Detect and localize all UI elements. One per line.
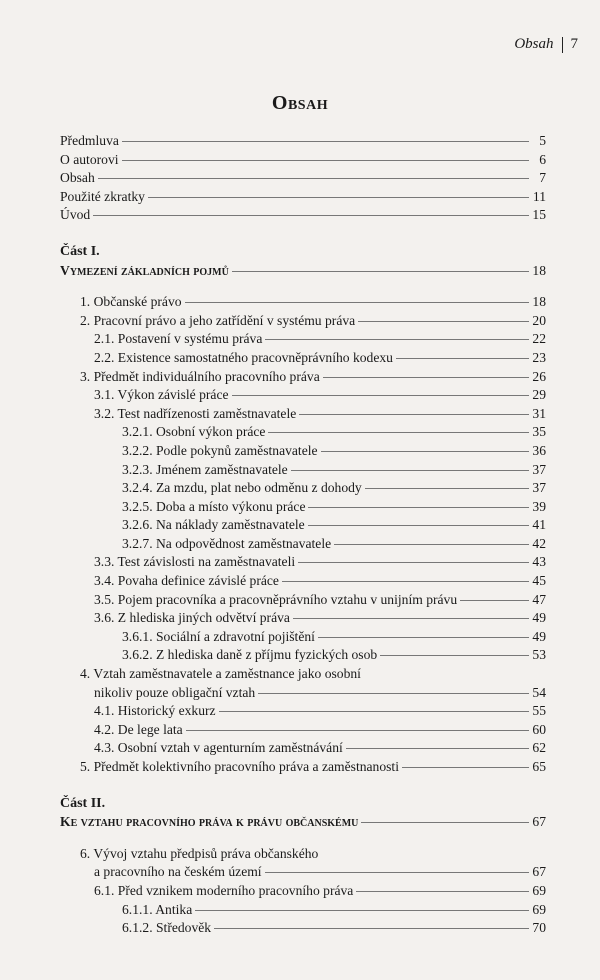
toc-section-label: Vymezení základních pojmů: [60, 262, 229, 278]
dot-leader: [122, 141, 529, 142]
toc-entry[interactable]: [60, 294, 546, 313]
toc-entry-page: 41: [532, 517, 546, 533]
dot-leader: [265, 872, 529, 873]
toc-entry[interactable]: [60, 554, 546, 573]
toc-entry-page: 36: [532, 442, 546, 458]
toc-entry-page: 6: [539, 151, 546, 167]
toc-entry-page: 53: [532, 647, 546, 663]
toc-entry[interactable]: [60, 480, 546, 499]
toc-entry-label: 3.2.5. Doba a místo výkonu práce: [122, 498, 306, 514]
toc-entry[interactable]: [60, 536, 546, 555]
toc-entry[interactable]: [60, 313, 546, 332]
toc-entry-label: 3.6. Z hlediska jiných odvětví práva: [94, 610, 290, 626]
toc-entry-page: 43: [532, 554, 546, 570]
toc-entry-page: 37: [532, 480, 546, 496]
toc-entry-label: Úvod: [60, 207, 91, 223]
toc-entry-label: 3.2.2. Podle pokynů zaměstnavatele: [122, 442, 318, 458]
dot-leader: [365, 488, 529, 489]
dot-leader: [298, 562, 529, 563]
toc-entry-page: 18: [532, 262, 546, 278]
running-head-divider: [562, 37, 563, 53]
toc-entry-label: O autorovi: [60, 151, 119, 167]
dot-leader: [195, 910, 529, 911]
toc-entry[interactable]: [60, 592, 546, 611]
dot-leader: [361, 822, 529, 823]
toc-entry-label: 3.2.6. Na náklady zaměstnavatele: [122, 517, 305, 533]
dot-leader: [265, 339, 529, 340]
toc-entry[interactable]: [60, 703, 546, 722]
toc-entry-page: 54: [532, 684, 546, 700]
toc-entry-page: 15: [532, 207, 546, 223]
toc-entry-label: 6.1.1. Antika: [122, 901, 193, 917]
toc-entry-page: 5: [539, 133, 546, 148]
toc-entry-label: 6.1.2. Středověk: [122, 920, 212, 936]
toc-entry-label: 3.2.1. Osobní výkon práce: [122, 424, 266, 440]
toc-entry-page: 45: [532, 573, 546, 589]
toc-entry-label: 3.2.3. Jménem zaměstnavatele: [122, 461, 288, 477]
dot-leader: [356, 891, 529, 892]
dot-leader: [186, 730, 529, 731]
toc-entry-page: 20: [532, 312, 546, 328]
toc-entry-obsah[interactable]: [60, 170, 546, 189]
toc-entry[interactable]: [60, 647, 546, 666]
toc-entry-label: 2.2. Existence samostatného pracovněprávního kodexu: [94, 349, 393, 365]
dot-leader: [334, 544, 529, 545]
toc-entry[interactable]: [60, 406, 546, 425]
dot-leader: [185, 302, 529, 303]
dot-leader: [346, 748, 529, 749]
toc-entry-page: 37: [532, 461, 546, 477]
toc-entry-label: 3.2. Test nadřízenosti zaměstnavatele: [94, 405, 297, 421]
toc-entry-pouzite-zkratky[interactable]: [60, 189, 546, 208]
running-head-label: Obsah: [514, 36, 554, 52]
dot-leader: [308, 507, 529, 508]
dot-leader: [321, 451, 529, 452]
page-number: 7: [570, 36, 578, 52]
toc-entry-label: 3.2.7. Na odpovědnost zaměstnavatele: [122, 535, 332, 551]
toc-entry-label: 3.5. Pojem pracovníka a pracovněprávního vztahu v unijním právu: [94, 591, 458, 607]
dot-leader: [219, 711, 529, 712]
toc-entry-label: 4. Vztah zaměstnavatele a zaměstnance jako osobní: [80, 666, 361, 682]
toc-entry[interactable]: [60, 740, 546, 759]
toc-entry-label: 4.3. Osobní vztah v agenturním zaměstnávání: [94, 740, 343, 756]
toc-entry[interactable]: [60, 369, 546, 388]
dot-leader: [323, 377, 529, 378]
toc-entry[interactable]: [60, 759, 546, 778]
toc-entry[interactable]: [60, 864, 546, 883]
dot-leader: [148, 197, 529, 198]
toc-entry-page: 49: [532, 628, 546, 644]
toc-entry-page: 55: [532, 703, 546, 719]
toc-entry-page: 62: [532, 740, 546, 756]
toc-section-vymezeni[interactable]: [60, 263, 546, 282]
toc-entry[interactable]: [60, 350, 546, 369]
toc-entry-page: 65: [532, 759, 546, 774]
toc-entry-page: 35: [532, 424, 546, 440]
dot-leader: [268, 432, 529, 433]
dot-leader: [396, 358, 529, 359]
dot-leader: [308, 525, 529, 526]
toc-entry-label: 3.6.1. Sociální a zdravotní pojištění: [122, 628, 315, 644]
toc-entry-label: 3.2.4. Za mzdu, plat nebo odměnu z dohody: [122, 480, 362, 496]
toc-entry-label: 4.1. Historický exkurz: [94, 703, 216, 719]
dot-leader: [232, 271, 529, 272]
toc-section-label: Ke vztahu pracovního práva k právu občanskému: [60, 814, 359, 830]
page-title: Obsah: [271, 92, 329, 114]
toc-entry-label: 6. Vývoj vztahu předpisů práva občanského: [80, 845, 319, 861]
toc-entry[interactable]: [60, 902, 546, 921]
toc-entry-label: 2. Pracovní právo a jeho zatřídění v systému práva: [80, 312, 356, 328]
dot-leader: [299, 414, 529, 415]
toc-entry[interactable]: [60, 443, 546, 462]
dot-leader: [93, 215, 529, 216]
part-heading: Část I.: [60, 243, 100, 259]
toc-entry-page: 67: [532, 814, 546, 830]
toc-entry-label: 5. Předmět kolektivního pracovního práva a zaměstnanosti: [80, 759, 399, 774]
toc-entry-page: 70: [532, 920, 546, 936]
toc-entry[interactable]: [60, 685, 546, 704]
toc-entry-label: 3.1. Výkon závislé práce: [94, 387, 229, 403]
dot-leader: [358, 321, 529, 322]
toc-entry[interactable]: [60, 629, 546, 648]
toc-entry-label: a pracovního na českém území: [94, 864, 262, 880]
toc-entry-label: 1. Občanské právo: [80, 294, 182, 310]
toc-entry-page: 47: [532, 591, 546, 607]
dot-leader: [122, 160, 529, 161]
toc-entry-label: 3.3. Test závislosti na zaměstnavateli: [94, 554, 296, 570]
dot-leader: [291, 470, 529, 471]
toc-entry-uvod[interactable]: [60, 207, 546, 226]
dot-leader: [98, 178, 529, 179]
toc-entry-page: 22: [532, 331, 546, 347]
toc-entry-label: 6.1. Před vznikem moderního pracovního práva: [94, 882, 354, 898]
dot-leader: [318, 637, 529, 638]
table-of-contents: [60, 133, 546, 939]
toc-entry[interactable]: [60, 387, 546, 406]
dot-leader: [214, 928, 529, 929]
toc-entry-o-autorovi[interactable]: [60, 152, 546, 171]
dot-leader: [380, 655, 529, 656]
dot-leader: [460, 600, 529, 601]
toc-entry-page: 23: [532, 349, 546, 365]
toc-entry-label: nikoliv pouze obligační vztah: [94, 684, 256, 700]
toc-entry-predmluva[interactable]: [60, 133, 546, 152]
toc-entry-page: 67: [532, 864, 546, 880]
toc-entry-page: 29: [532, 387, 546, 403]
toc-entry-label: 2.1. Postavení v systému práva: [94, 331, 263, 347]
toc-entry[interactable]: [60, 846, 546, 865]
part-heading: Část II.: [60, 795, 106, 811]
running-head: [514, 36, 578, 53]
toc-entry-page: 7: [539, 170, 546, 186]
toc-entry[interactable]: [60, 883, 546, 902]
toc-entry[interactable]: [60, 573, 546, 592]
toc-entry[interactable]: [60, 499, 546, 518]
dot-leader: [402, 767, 529, 768]
toc-entry-label: Použité zkratky: [60, 188, 145, 204]
toc-entry-page: 31: [532, 405, 546, 421]
toc-entry-label: 3.6.2. Z hlediska daně z příjmu fyzických osob: [122, 647, 378, 663]
toc-entry[interactable]: [60, 462, 546, 481]
toc-entry-label: 4.2. De lege lata: [94, 721, 183, 737]
toc-entry-page: 69: [532, 901, 546, 917]
toc-entry-page: 26: [532, 368, 546, 384]
toc-entry-label: Obsah: [60, 170, 95, 186]
toc-entry[interactable]: [60, 920, 546, 939]
toc-entry-page: 18: [532, 294, 546, 310]
toc-entry[interactable]: [60, 424, 546, 443]
toc-entry-label: Předmluva: [60, 133, 119, 148]
toc-entry-label: 3. Předmět individuálního pracovního práva: [80, 368, 320, 384]
toc-entry-page: 49: [532, 610, 546, 626]
dot-leader: [258, 693, 529, 694]
toc-entry[interactable]: [60, 517, 546, 536]
toc-entry[interactable]: [60, 331, 546, 350]
toc-entry-page: 60: [532, 721, 546, 737]
dot-leader: [282, 581, 529, 582]
toc-entry-page: 39: [532, 498, 546, 514]
toc-entry-page: 69: [532, 882, 546, 898]
toc-entry[interactable]: [60, 722, 546, 741]
toc-entry[interactable]: [60, 610, 546, 629]
toc-entry-page: 11: [532, 188, 546, 204]
toc-entry[interactable]: [60, 666, 546, 685]
toc-section-ke-vztahu[interactable]: [60, 814, 546, 833]
dot-leader: [293, 618, 529, 619]
dot-leader: [232, 395, 529, 396]
toc-entry-page: 42: [532, 535, 546, 551]
toc-entry-label: 3.4. Povaha definice závislé práce: [94, 573, 279, 589]
